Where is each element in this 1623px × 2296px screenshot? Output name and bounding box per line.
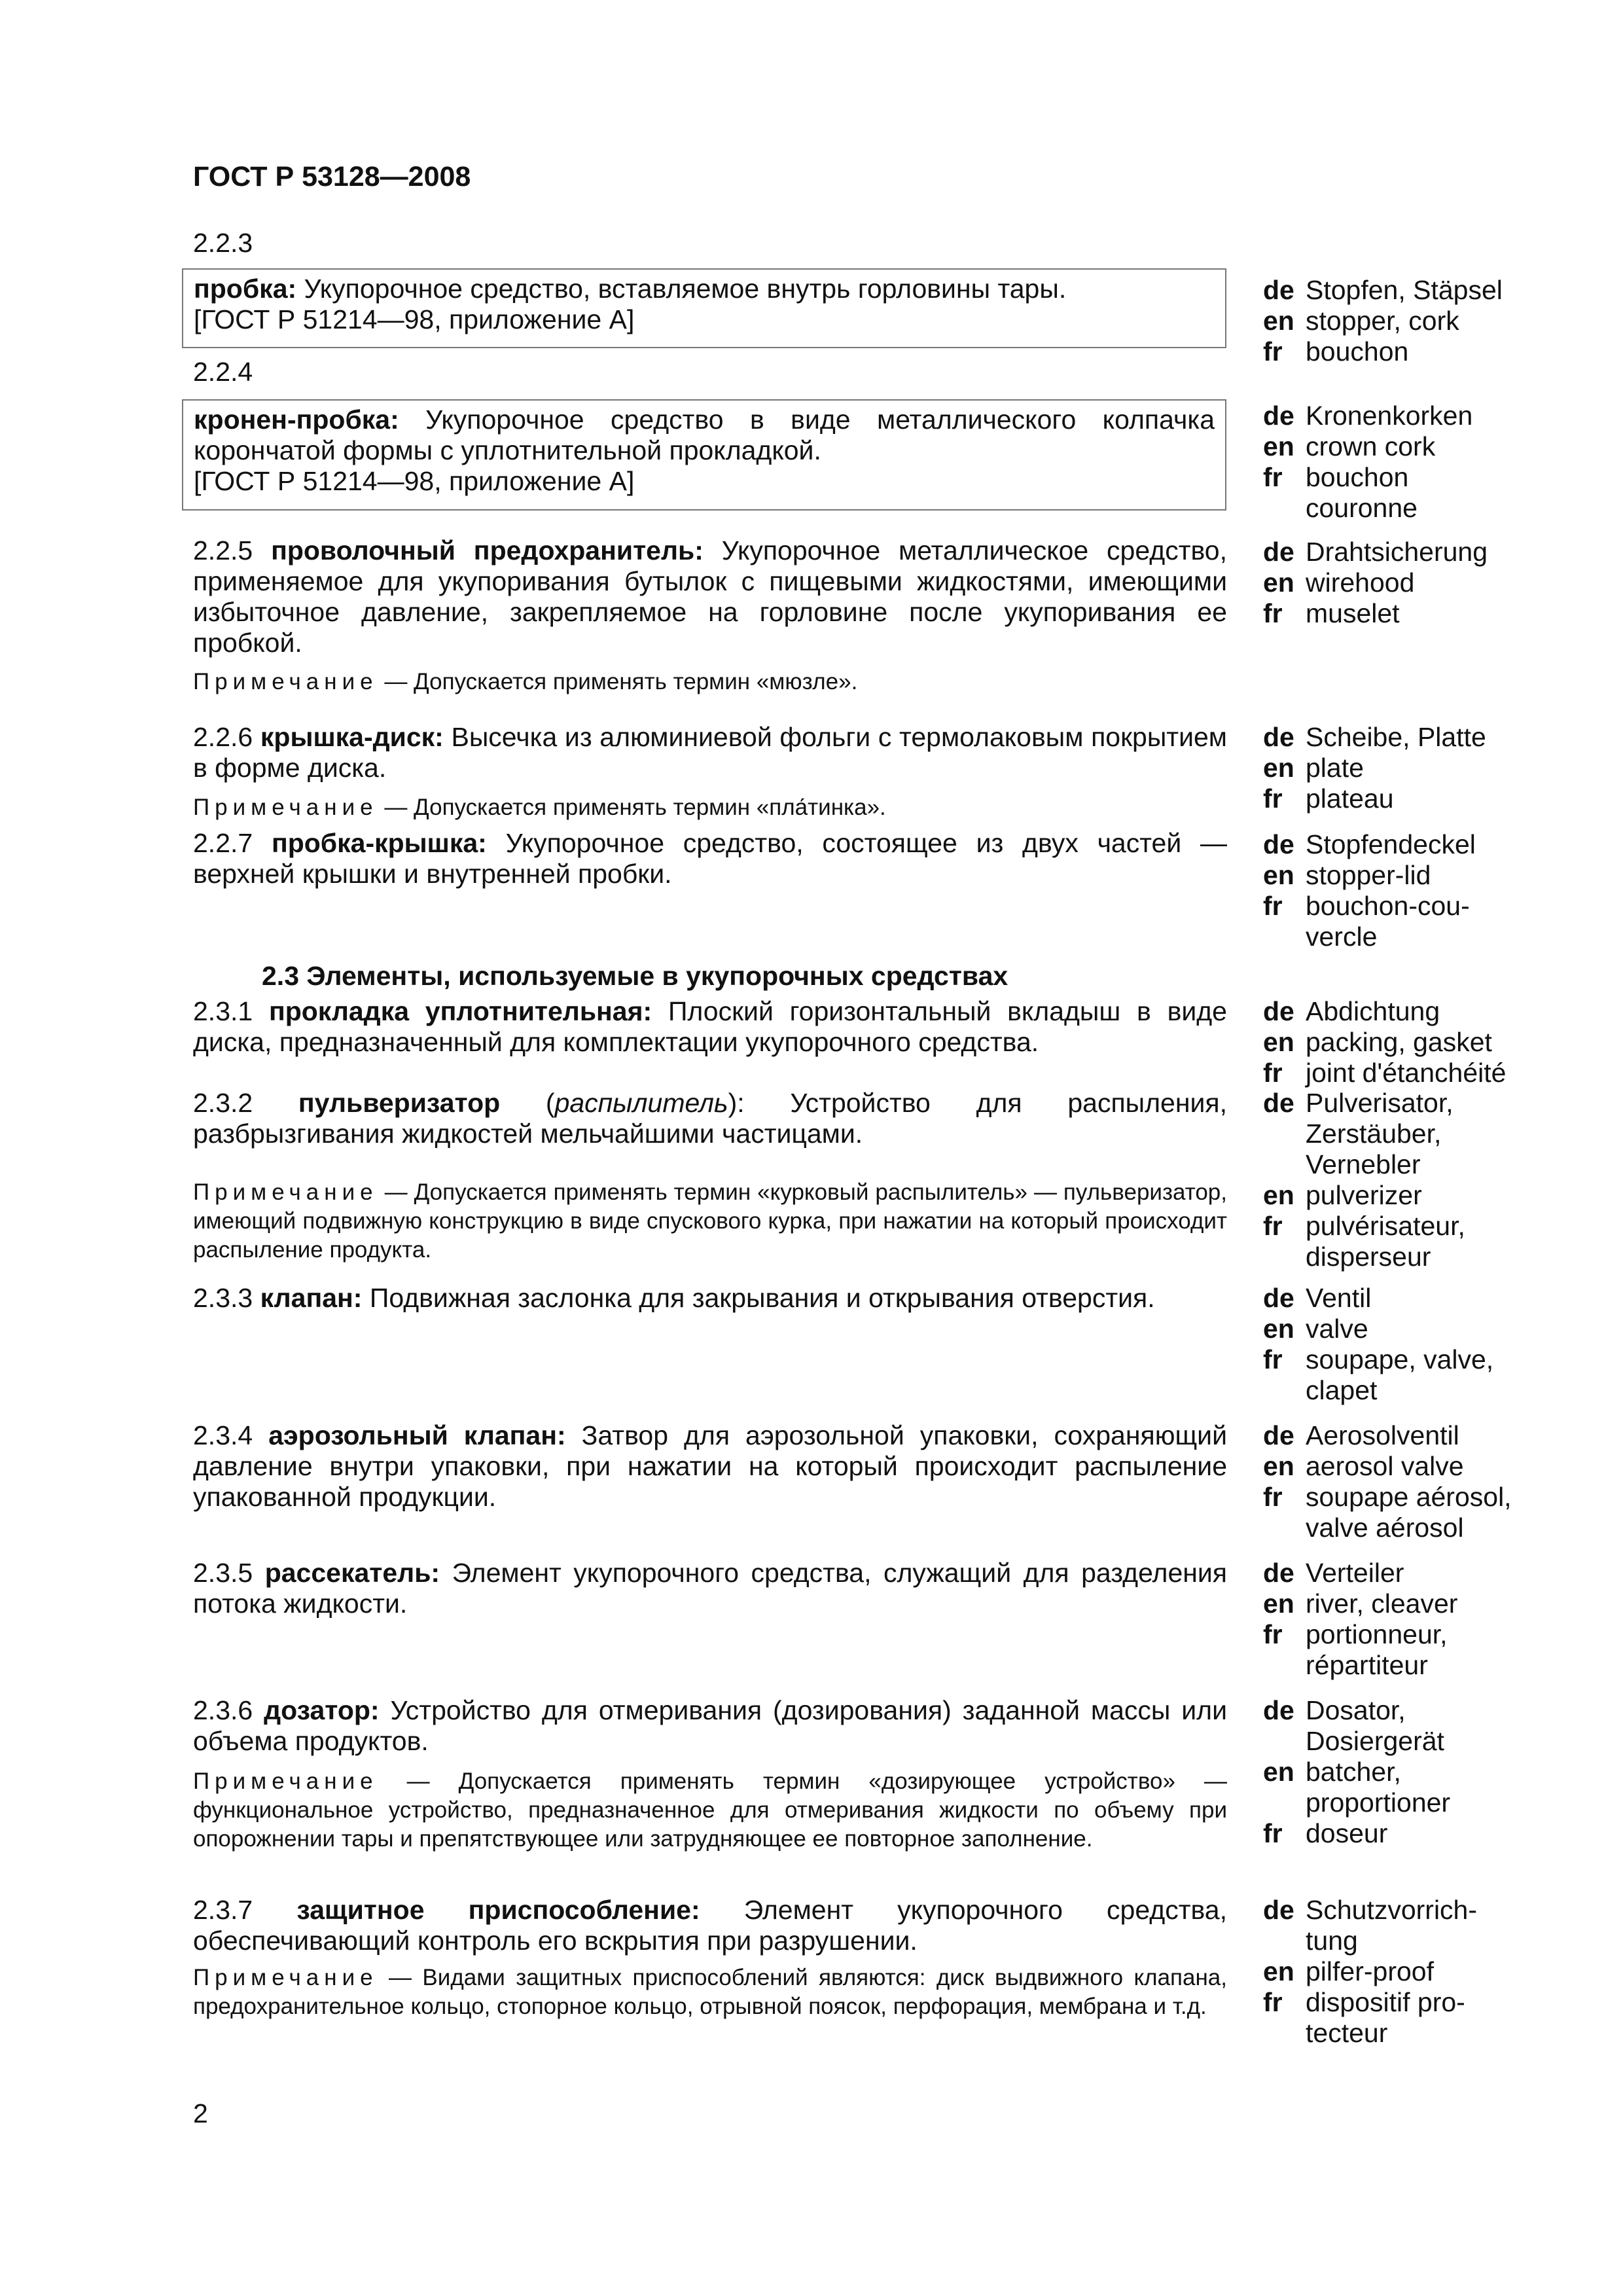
definition: Укупорочное средство, состоящее из двух частей — верхней крышки и внутренней пробки. xyxy=(193,828,1227,889)
entry-2-2-5 xyxy=(193,535,1227,658)
equiv-en: pulverizer xyxy=(1306,1180,1422,1210)
term-box-2-2-3 xyxy=(182,268,1226,348)
term: крышка-диск: xyxy=(260,722,444,752)
equiv-de: Ventil xyxy=(1306,1283,1372,1313)
equiv-fr: pulvérisateur, xyxy=(1306,1211,1465,1241)
definition: Затвор для аэрозольной упаковки, сохраняющий давление внутри упаковки, при нажатии на который происходит распыление упакованной продукции. xyxy=(193,1420,1227,1512)
equivalents-2-2-5: de Drahtsicherung en wirehood fr muselet xyxy=(1263,537,1488,628)
equiv-de-cont: tung xyxy=(1306,1926,1358,1956)
equiv-fr-cont: valve aérosol xyxy=(1306,1513,1464,1543)
term: пульверизатор xyxy=(298,1088,501,1118)
equiv-en: aerosol valve xyxy=(1306,1451,1464,1481)
equiv-de: Dosator, xyxy=(1306,1695,1406,1725)
entry-2-3-3 xyxy=(193,1283,1227,1314)
equiv-fr: bouchon-cou- xyxy=(1306,891,1470,921)
term: аэрозольный клапан: xyxy=(268,1420,566,1450)
note-2-3-2 xyxy=(193,1178,1227,1265)
definition: Элемент укупорочного средства, служащий для разделения потока жидкости. xyxy=(193,1558,1227,1619)
equiv-fr-cont: clapet xyxy=(1306,1375,1378,1405)
equiv-fr: dispositif pro- xyxy=(1306,1987,1465,2017)
term: пробка: xyxy=(194,274,297,304)
note-label: Примечание xyxy=(193,1965,378,1990)
equiv-fr: joint d'étanchéité xyxy=(1306,1058,1507,1088)
definition: Укупорочное средство, вставляемое внутрь горловины тары. xyxy=(296,274,1067,304)
entry-number: 2.3.2 xyxy=(193,1088,253,1118)
equiv-de: Verteiler xyxy=(1306,1558,1404,1588)
note-text: — Допускается применять термин «пла́тинка». xyxy=(378,795,886,820)
definition: Устройство для отмеривания (дозирования) заданной массы или объема продуктов. xyxy=(193,1695,1227,1756)
equiv-fr: doseur xyxy=(1306,1818,1388,1848)
equiv-de-cont: Zerstäuber, xyxy=(1306,1119,1442,1149)
equiv-fr: portionneur, xyxy=(1306,1619,1448,1649)
document-header: ГОСТ Р 53128—2008 xyxy=(193,161,471,192)
entry-number: 2.3.1 xyxy=(193,996,253,1026)
equiv-fr-cont: tecteur xyxy=(1306,2018,1388,2048)
equiv-de: Aerosolventil xyxy=(1306,1420,1459,1450)
entry-number: 2.2.5 xyxy=(193,535,253,565)
term: проволочный предохранитель: xyxy=(271,535,704,565)
equiv-fr-cont: couronne xyxy=(1306,493,1418,523)
definition: Элемент укупорочного средства, обеспечивающий контроль его вскрытия при разрушении. xyxy=(193,1895,1227,1956)
equiv-de: Drahtsicherung xyxy=(1306,537,1488,567)
equiv-de: Schutzvorrich- xyxy=(1306,1895,1478,1925)
entry-2-3-4 xyxy=(193,1420,1227,1513)
equiv-de-cont: Dosiergerät xyxy=(1306,1726,1444,1756)
definition: : Устройство для распыления, разбрызгивания жидкостей мельчайшими частицами. xyxy=(193,1088,1227,1149)
entry-2-2-6 xyxy=(193,722,1227,783)
equiv-fr: plateau xyxy=(1306,783,1394,814)
equiv-en: plate xyxy=(1306,753,1364,783)
reference: [ГОСТ Р 51214—98, приложение А] xyxy=(194,304,635,334)
equivalents-2-2-7: de Stopfendeckel en stopper-lid fr bouchon-cou- vercle xyxy=(1263,829,1476,952)
alt-term: распылитель xyxy=(554,1088,728,1118)
definition: Укупорочное металлическое средство, применяемое для укупоривания бутылок с пищевыми жидкостями, имеющими избыточное давление, закрепляемое на горловине после укупоривания ее пробкой. xyxy=(193,535,1227,658)
entry-number: 2.3.3 xyxy=(193,1283,253,1313)
entry-2-2-7 xyxy=(193,828,1227,889)
note-label: Примечание xyxy=(193,669,378,694)
equiv-fr-cont: vercle xyxy=(1306,922,1378,952)
equiv-de: Stopfen, Stäpsel xyxy=(1306,275,1503,305)
equivalents-2-3-6: de Dosator, Dosiergerät en batcher, proportioner fr doseur xyxy=(1263,1695,1451,1848)
equiv-fr: soupape aérosol, xyxy=(1306,1482,1512,1512)
entry-number: 2.3.5 xyxy=(193,1558,253,1588)
equiv-fr-cont: disperseur xyxy=(1306,1242,1431,1272)
equiv-de: Scheibe, Platte xyxy=(1306,722,1486,752)
equiv-en: river, cleaver xyxy=(1306,1588,1458,1619)
equivalents-2-3-1: de Abdichtung en packing, gasket fr joint d'étanchéité xyxy=(1263,996,1507,1088)
equivalents-2-3-5: de Verteiler en river, cleaver fr portionneur, répartiteur xyxy=(1263,1558,1458,1680)
term: пробка-крышка: xyxy=(271,828,487,858)
definition: Высечка из алюминиевой фольги с термолаковым покрытием в форме диска. xyxy=(193,722,1227,783)
equiv-fr: bouchon xyxy=(1306,336,1409,367)
note-2-3-7 xyxy=(193,1964,1227,2021)
entry-number: 2.3.7 xyxy=(193,1895,253,1925)
note-text: — Видами защитных приспособлений являются: диск выдвижного клапана, предохранительное кольцо, стопорное кольцо, отрывной поясок, перфорация, мембрана и т.д. xyxy=(193,1965,1227,2019)
equivalents-2-2-6: de Scheibe, Platte en plate fr plateau xyxy=(1263,722,1486,814)
equiv-en: stopper-lid xyxy=(1306,860,1431,890)
note-label: Примечание xyxy=(193,795,378,820)
note-2-2-6 xyxy=(193,793,1227,822)
reference: [ГОСТ Р 51214—98, приложение А] xyxy=(194,466,635,496)
term: прокладка уплотнительная: xyxy=(268,996,652,1026)
equivalents-2-3-3: de Ventil en valve fr soupape, valve, clapet xyxy=(1263,1283,1494,1405)
equivalents-2-3-4: de Aerosolventil en aerosol valve fr soupape aérosol, valve aérosol xyxy=(1263,1420,1512,1543)
entry-2-3-5 xyxy=(193,1558,1227,1619)
equiv-de: Stopfendeckel xyxy=(1306,829,1476,859)
equivalents-2-2-3: de Stopfen, Stäpsel en stopper, cork fr bouchon xyxy=(1263,275,1503,367)
equiv-de: Pulverisator, xyxy=(1306,1088,1454,1118)
equiv-en: packing, gasket xyxy=(1306,1027,1492,1057)
entry-number: 2.2.6 xyxy=(193,722,253,752)
equiv-en: stopper, cork xyxy=(1306,306,1459,336)
note-label: Примечание xyxy=(193,1768,378,1794)
equiv-en: wirehood xyxy=(1306,567,1415,598)
entry-number: 2.3.4 xyxy=(193,1420,253,1450)
equiv-de-cont: Vernebler xyxy=(1306,1149,1421,1179)
entry-number: 2.3.6 xyxy=(193,1695,253,1725)
equiv-fr: bouchon xyxy=(1306,462,1409,492)
entry-2-3-6 xyxy=(193,1695,1227,1757)
term: дозатор: xyxy=(264,1695,380,1725)
term: защитное приспособление: xyxy=(296,1895,700,1925)
equiv-fr: soupape, valve, xyxy=(1306,1344,1494,1374)
entry-number: 2.2.7 xyxy=(193,828,253,858)
equivalents-2-3-7: de Schutzvorrich- tung en pilfer-proof fr dispositif pro- tecteur xyxy=(1263,1895,1478,2048)
equiv-en: valve xyxy=(1306,1314,1368,1344)
equiv-fr-cont: répartiteur xyxy=(1306,1650,1428,1680)
note-text: — Допускается применять термин «мюзле». xyxy=(378,669,858,694)
section-heading: 2.3 Элементы, используемые в укупорочных средствах xyxy=(262,961,1008,991)
note-text: — Допускается применять термин «дозирующее устройство» — функциональное устройство, предназначенное для отмеривания жидкости по объему при опорожнении тары и препятствующее или затрудняющее ее повторное заполнение. xyxy=(193,1768,1227,1852)
equiv-en: pilfer-proof xyxy=(1306,1956,1434,1986)
entry-2-3-7 xyxy=(193,1895,1227,1956)
term: клапан: xyxy=(260,1283,363,1313)
entry-number: 2.2.3 xyxy=(193,228,253,258)
term: рассекатель: xyxy=(264,1558,440,1588)
equiv-fr: muselet xyxy=(1306,598,1400,628)
definition: Плоский горизонтальный вкладыш в виде диска, предназначенный для комплектации укупорочного средства. xyxy=(193,996,1227,1057)
equiv-en-cont: proportioner xyxy=(1306,1787,1451,1818)
equiv-en: crown cork xyxy=(1306,431,1436,461)
entry-number: 2.2.4 xyxy=(193,357,253,387)
equivalents-2-2-4: de Kronenkorken en crown cork fr bouchon couronne xyxy=(1263,401,1473,523)
entry-2-3-1 xyxy=(193,996,1227,1058)
note-2-3-6 xyxy=(193,1767,1227,1854)
term: кронен-пробка: xyxy=(194,404,399,435)
definition: Подвижная заслонка для закрывания и открывания отверстия. xyxy=(362,1283,1155,1313)
equiv-en: batcher, xyxy=(1306,1757,1401,1787)
equiv-de: Kronenkorken xyxy=(1306,401,1473,431)
entry-2-3-2: 2.3.2 пульверизатор (распылитель): Устройство для распыления, разбрызгивания жидкостей мельчайшими частицами. xyxy=(193,1088,1227,1149)
term-box-2-2-4 xyxy=(182,399,1226,511)
definition: Укупорочное средство в виде металлического колпачка корончатой формы с уплотнительной прокладкой. xyxy=(194,404,1215,465)
note-2-2-5 xyxy=(193,668,1227,696)
page-number: 2 xyxy=(193,2098,208,2128)
note-label: Примечание xyxy=(193,1179,378,1205)
note-text: — Допускается применять термин «курковый распылитель» — пульверизатор, имеющий подвижную конструкцию в виде спускового курка, при нажатии на который происходит распыление продукта. xyxy=(193,1179,1227,1263)
equiv-de: Abdichtung xyxy=(1306,996,1440,1026)
equivalents-2-3-2: de Pulverisator, Zerstäuber, Vernebler en pulverizer fr pulvérisateur, disperseur xyxy=(1263,1088,1465,1272)
